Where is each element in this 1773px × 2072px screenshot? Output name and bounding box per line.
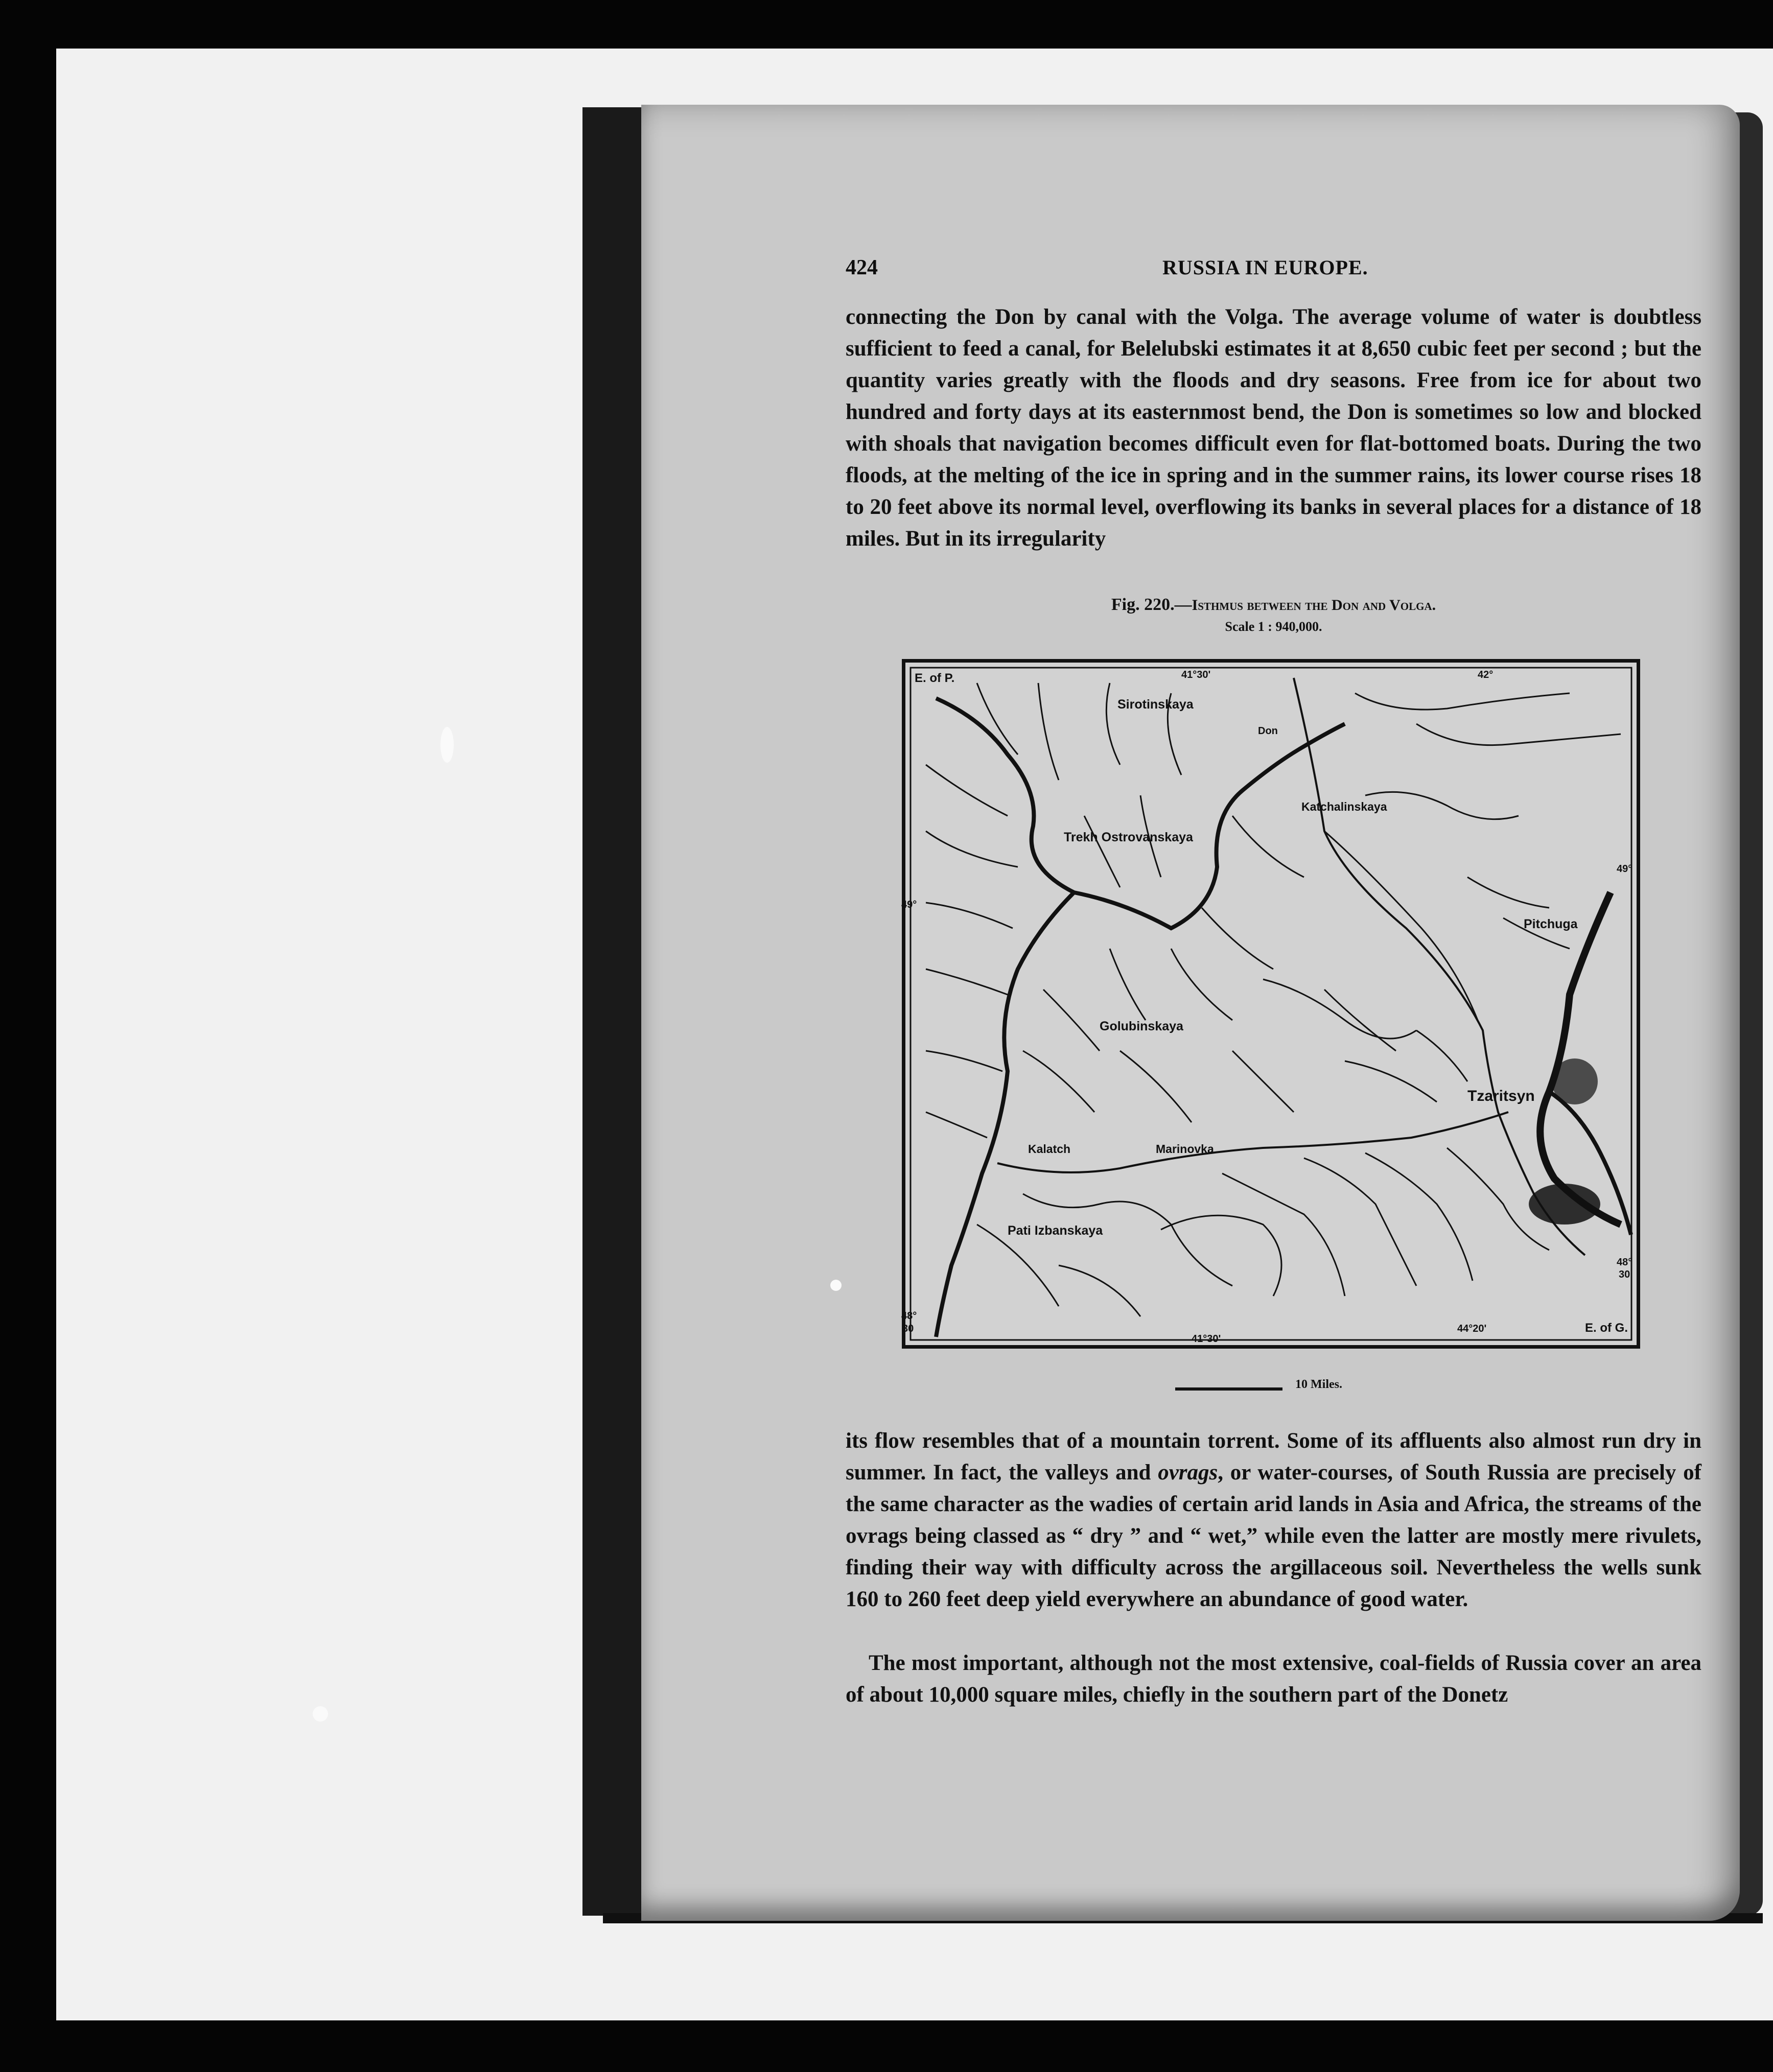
paragraph-1: connecting the Don by canal with the Volga. The average volume of water is doubtless sufficient to feed a canal, for Belelubski estimates it at 8,650 cubic feet per second ; but the quantity varies greatly with the floods and dry seasons. Free from ice for about two hundred and forty days at its easternmost bend, the Don is sometimes so low and blocked with shoals that navigation becomes difficult even for flat-bottomed boats. During the two floods, at the melting of the ice in spring and in the summer rains, its lower course rises 18 to 20 feet above its normal level, overflowing its banks in several places for a distance of 18 miles. But in its irregularity: [846, 305, 1701, 551]
scan-speck: [440, 727, 454, 763]
tsaritsyn-town: [1552, 1058, 1598, 1104]
place-pati-izbanskaya: Pati Izbanskaya: [1008, 1223, 1103, 1238]
map-lat-right-2: 48°: [1617, 1257, 1632, 1268]
scale-bar: [1175, 1387, 1282, 1391]
book-spine: [582, 107, 644, 1916]
don-river-lower: [936, 892, 1074, 1337]
map-corner-top-left: E. of P.: [915, 671, 955, 685]
map-figure: [902, 659, 1640, 1349]
tributaries: [926, 683, 1621, 1316]
paragraph-2-end: , or water-courses, of South Russia are precisely of the same character as the wadies of certain arid lands in Asia and Africa, the streams of the ovrags being classed as “ dry ” and “ wet,” while even the latter are mostly mere rivulets, finding their way with difficulty across the argillaceous soil. Nevertheless the wells sunk 160 to 260 feet deep yield everywhere an abundance of good water.: [846, 1461, 1701, 1611]
paragraph-3: The most important, although not the most extensive, coal-fields of Russia cover an area of about 10,000 square miles, chiefly in the southern part of the Donetz: [846, 1651, 1701, 1707]
map-lat-right-3: 30: [1619, 1269, 1630, 1280]
figure-title: Isthmus between the Don and Volga.: [1192, 597, 1436, 614]
place-marinovka: Marinovka: [1156, 1142, 1214, 1156]
map-lat-left-1: 49°: [901, 899, 917, 910]
place-don-label: Don: [1258, 725, 1278, 737]
figure-caption: [846, 595, 1701, 615]
map-svg: [901, 663, 1637, 1345]
place-sirotinskaya: Sirotinskaya: [1117, 697, 1194, 712]
railway-line: [1324, 831, 1478, 1020]
scan-speck: [830, 1280, 842, 1291]
place-golubinskaya: Golubinskaya: [1100, 1019, 1183, 1033]
paragraph-2: [846, 1425, 1701, 1615]
scan-speck: [313, 1706, 328, 1722]
figure-label: Fig. 220.—: [1111, 595, 1192, 614]
volga-island: [1529, 1184, 1600, 1225]
canal-route: [1294, 678, 1585, 1255]
map-lon-top-1: 41°30': [1181, 669, 1211, 680]
map-lat-right-1: 49°: [1617, 863, 1632, 875]
map-lat-left-3: 30: [902, 1323, 914, 1334]
place-pitchuga: Pitchuga: [1524, 917, 1578, 931]
place-katchalinskaya: Katchalinskaya: [1301, 800, 1387, 813]
railway-kalatch: [997, 1112, 1508, 1172]
map-lon-bottom-1: 41°30': [1192, 1333, 1221, 1345]
map-lon-top-2: 42°: [1478, 669, 1494, 680]
place-tsaritsyn: Tzaritsyn: [1467, 1088, 1535, 1104]
page-number: 424: [846, 256, 878, 279]
scale-bar-label: 10 Miles.: [1295, 1378, 1342, 1391]
don-river: [936, 698, 1345, 928]
place-trekh-ostrovanskaya: Trekh Ostrovanskaya: [1064, 830, 1193, 844]
map-corner-bottom-right: E. of G.: [1585, 1321, 1628, 1335]
map-lon-bottom-2: 44°20': [1457, 1323, 1487, 1334]
paragraph-2-start: its flow resembles that of a mountain torrent. Some of its affluents also almost run dry in summer. In fact, the valleys and: [846, 1429, 1701, 1485]
running-title: RUSSIA IN EUROPE.: [1162, 256, 1368, 279]
figure-scale: Scale 1 : 940,000.: [1225, 619, 1322, 634]
place-kalatch: Kalatch: [1028, 1142, 1071, 1156]
paragraph-2-italic: ovrags: [1158, 1461, 1218, 1485]
map-lat-left-2: 48°: [901, 1310, 917, 1322]
